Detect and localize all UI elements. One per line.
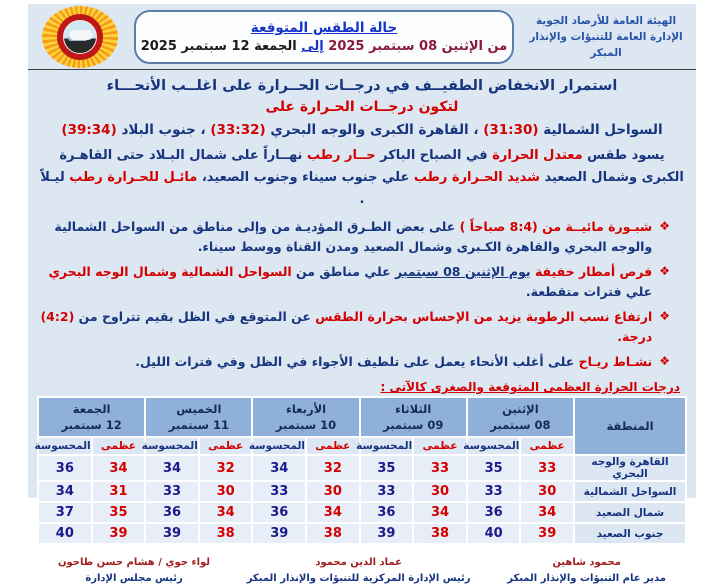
felt-temp-value-cell: 36: [145, 502, 199, 523]
text-segment: مائـل للحـرارة رطب: [69, 170, 198, 186]
text-segment: يوم الإثنين 08 سبتمبر: [394, 264, 531, 280]
felt-temp-value-cell: 36: [252, 502, 306, 523]
text-segment: في الصباح الباكر: [375, 148, 493, 163]
forecast-bullet-item: [40, 307, 684, 347]
day-header-cell: [145, 397, 252, 437]
weather-bulletin-document: [28, 4, 696, 585]
max-temp-value-cell: 34: [199, 502, 253, 523]
max-temp-value-cell: 34: [306, 502, 360, 523]
temperature-table-head: [34, 397, 686, 455]
felt-temp-value-cell: 33: [145, 481, 199, 502]
text-segment: علي مناطق من: [291, 264, 395, 280]
felt-temp-subheader: المحسوسة: [38, 437, 92, 455]
forecast-date-range: [141, 39, 508, 54]
organization-names: [522, 13, 690, 62]
text-segment: من الإثنين 08 سبتمبر 2025: [323, 39, 508, 54]
signatory-name: لواء جوي / هشام حسن طاحون: [58, 557, 211, 569]
weather-description-paragraph: [40, 145, 684, 211]
day-name: الثلاثاء: [395, 401, 432, 416]
max-temp-value-cell: 35: [92, 502, 146, 523]
document-title: حالة الطقس المتوقعة: [250, 20, 398, 36]
felt-temp-value-cell: 33: [467, 481, 521, 502]
day-name: الإثنين: [502, 401, 539, 416]
signature-block: [247, 555, 471, 587]
felt-temp-value-cell: 40: [467, 523, 521, 544]
forecast-body: [28, 70, 696, 372]
max-temp-value-cell: 30: [306, 481, 360, 502]
felt-temp-subheader: المحسوسة: [360, 437, 414, 455]
signature-block: [58, 555, 210, 587]
felt-temp-subheader: المحسوسة: [252, 437, 306, 455]
text-segment: ليـلاً .: [40, 170, 365, 208]
max-temp-value-cell: 30: [199, 481, 253, 502]
felt-temp-value-cell: 40: [38, 523, 92, 544]
max-temp-value-cell: 34: [92, 455, 146, 481]
org-department-name: الإدارة العامة للتنبؤات والإنذار المبكر: [529, 30, 683, 60]
text-segment: علي جنوب سيناء وجنوب الصعيد،: [197, 170, 414, 186]
table-row: [38, 502, 686, 523]
felt-temp-value-cell: 39: [360, 523, 414, 544]
max-temp-value-cell: 39: [92, 523, 146, 544]
text-segment: يسود طقس: [582, 148, 665, 163]
max-temp-value-cell: 30: [520, 481, 574, 502]
felt-temp-value-cell: 37: [38, 502, 92, 523]
text-segment: عن المتوقع في الظل بقيم تتراوح من: [74, 309, 316, 325]
felt-temp-value-cell: 35: [467, 455, 521, 481]
forecast-bullet-item: [40, 352, 684, 372]
title-box: [134, 10, 514, 64]
max-temp-value-cell: 34: [413, 502, 467, 523]
day-name: الخميس: [176, 401, 222, 416]
max-temp-value-cell: 32: [199, 455, 253, 481]
table-row: [38, 523, 686, 544]
day-name: الجمعة: [72, 401, 111, 416]
max-temp-value-cell: 32: [306, 455, 360, 481]
text-segment: (39:34): [61, 122, 117, 138]
max-temp-value-cell: 34: [520, 502, 574, 523]
forecast-bullet-item: [40, 217, 684, 257]
felt-temp-subheader: المحسوسة: [145, 437, 199, 455]
text-segment: علي فترات متقطعة.: [525, 284, 653, 300]
max-temp-value-cell: 31: [92, 481, 146, 502]
signatory-role: مدير عام التنبؤات والإنذار المبكر: [507, 573, 666, 585]
max-temp-value-cell: 38: [413, 523, 467, 544]
text-segment: على بعض الطـرق المؤديـة من وإلى مناطق من السواحل الشمالية والوجه البحري والقاهرة الكـبرى وشمال الصعيد ومدن القناة ووسط سيناء.: [54, 219, 653, 255]
text-segment: إلى: [301, 39, 324, 54]
max-temp-value-cell: 38: [306, 523, 360, 544]
text-segment: (4:2) درجة.: [40, 309, 653, 345]
text-segment: السواحل الشمالية وشمال الوجه البحري: [48, 264, 292, 280]
bullet-text: [40, 217, 652, 257]
bullet-diamond-icon: ❖: [659, 219, 670, 234]
max-temp-subheader: عظمى: [413, 437, 467, 455]
text-segment: نهــاراً على شمال البـلاد حتى القاهـرة الكبرى وشمال الصعيد: [59, 148, 684, 186]
day-date: 12 سبتمبر: [61, 418, 122, 433]
signatory-role: رئيس الإدارة المركزية للتنبؤات والإنذار المبكر: [246, 573, 471, 585]
bullet-text: [40, 352, 652, 372]
signatory-name: عماد الدين محمود: [315, 557, 402, 569]
max-temp-subheader: عظمى: [520, 437, 574, 455]
text-segment: ، القاهرة الكبرى والوجه البحري: [265, 122, 484, 138]
text-segment: معتدل الحرارة: [492, 148, 583, 163]
forecast-subheadline: لتكون درجــات الحـرارة على: [265, 99, 459, 115]
text-segment: (31:30): [483, 122, 539, 138]
table-row: [38, 455, 686, 481]
felt-temp-value-cell: 39: [252, 523, 306, 544]
day-date: 10 سبتمبر: [275, 418, 337, 433]
signature-block: [507, 555, 666, 587]
text-segment: ارتفاع نسب الرطوبة يزيد من الإحساس بحرارة الطقس: [315, 309, 653, 325]
region-cell: شمال الصعيد: [574, 502, 686, 523]
signatory-role: رئيس مجلس الإدارة: [85, 573, 183, 585]
day-date: 08 سبتمبر: [490, 418, 551, 433]
logo-red-ring: [57, 14, 103, 60]
bullet-diamond-icon: ❖: [659, 264, 670, 279]
text-segment: فرص أمطار خفيفة: [530, 264, 653, 280]
region-cell: السواحل الشمالية: [574, 481, 686, 502]
day-date: 09 سبتمبر: [383, 418, 444, 433]
region-cell: جنوب الصعيد: [574, 523, 686, 544]
bullet-diamond-icon: ❖: [659, 354, 670, 369]
felt-temp-value-cell: 39: [145, 523, 199, 544]
temperature-table-body: [38, 455, 686, 544]
felt-temp-value-cell: 34: [38, 481, 92, 502]
text-segment: شبـورة مائيــة من (8:4 صباحاً ): [459, 219, 653, 235]
felt-temp-value-cell: 35: [360, 455, 414, 481]
max-temp-value-cell: 38: [199, 523, 253, 544]
regional-temperatures-line: [40, 122, 684, 138]
text-segment: شديد الحـرارة رطب: [413, 170, 540, 186]
temperature-table: [34, 396, 687, 545]
logo-center: [63, 20, 97, 54]
table-row: [38, 481, 686, 502]
max-temp-subheader: عظمى: [199, 437, 253, 455]
forecast-bullet-list: [40, 217, 684, 372]
forecast-bullet-item: [40, 262, 684, 302]
signatory-name: محمود شاهين: [552, 557, 621, 569]
bullet-text: [40, 262, 652, 302]
region-column-header: المنطقة: [574, 397, 686, 455]
region-cell: القاهرة والوجه البحري: [574, 455, 686, 481]
day-header-cell: [360, 397, 467, 437]
day-header-cell: [252, 397, 359, 437]
max-temp-value-cell: 39: [520, 523, 574, 544]
text-segment: (33:32): [210, 122, 266, 138]
felt-temp-subheader: المحسوسة: [467, 437, 521, 455]
sun-emblem-icon: [42, 6, 118, 68]
authority-logo: [34, 6, 126, 68]
day-header-cell: [467, 397, 574, 437]
max-temp-value-cell: 30: [413, 481, 467, 502]
signatures-footer: [28, 545, 696, 587]
felt-temp-value-cell: 36: [467, 502, 521, 523]
felt-temp-value-cell: 34: [145, 455, 199, 481]
bullet-diamond-icon: ❖: [659, 309, 670, 324]
felt-temp-value-cell: 36: [38, 455, 92, 481]
max-temp-value-cell: 33: [520, 455, 574, 481]
org-authority-name: الهيئة العامة للأرصاد الجوية: [535, 14, 677, 27]
max-temp-subheader: عظمى: [92, 437, 146, 455]
felt-temp-value-cell: 33: [252, 481, 306, 502]
max-temp-subheader: عظمى: [306, 437, 360, 455]
felt-temp-value-cell: 33: [360, 481, 414, 502]
forecast-headline: استمرار الانخفاض الطفيــف في درجــات الحــرارة على اغلــب الأنحـــاء: [106, 78, 618, 94]
cloud-icon: [69, 30, 93, 40]
text-segment: على أغلب الأنحاء يعمل على تلطيف الأجواء في الظل وفي فترات الليل.: [135, 354, 579, 370]
day-header-cell: [38, 397, 145, 437]
text-segment: حــار رطب: [306, 148, 376, 163]
text-segment: السواحل الشمالية: [538, 122, 663, 138]
max-temp-value-cell: 33: [413, 455, 467, 481]
text-segment: نشـاط ريـاح: [578, 354, 653, 370]
felt-temp-value-cell: 36: [360, 502, 414, 523]
day-name: الأربعاء: [285, 401, 327, 416]
temperature-table-title: درجات الحرارة العظمى المتوقعة والصغرى كالآتى :: [380, 380, 680, 395]
document-header: [28, 4, 696, 70]
text-segment: الجمعة 12 سبتمبر 2025: [140, 39, 302, 54]
bullet-text: [40, 307, 652, 347]
text-segment: ، جنوب البلاد: [116, 122, 211, 138]
felt-temp-value-cell: 34: [252, 455, 306, 481]
day-date: 11 سبتمبر: [168, 418, 229, 433]
